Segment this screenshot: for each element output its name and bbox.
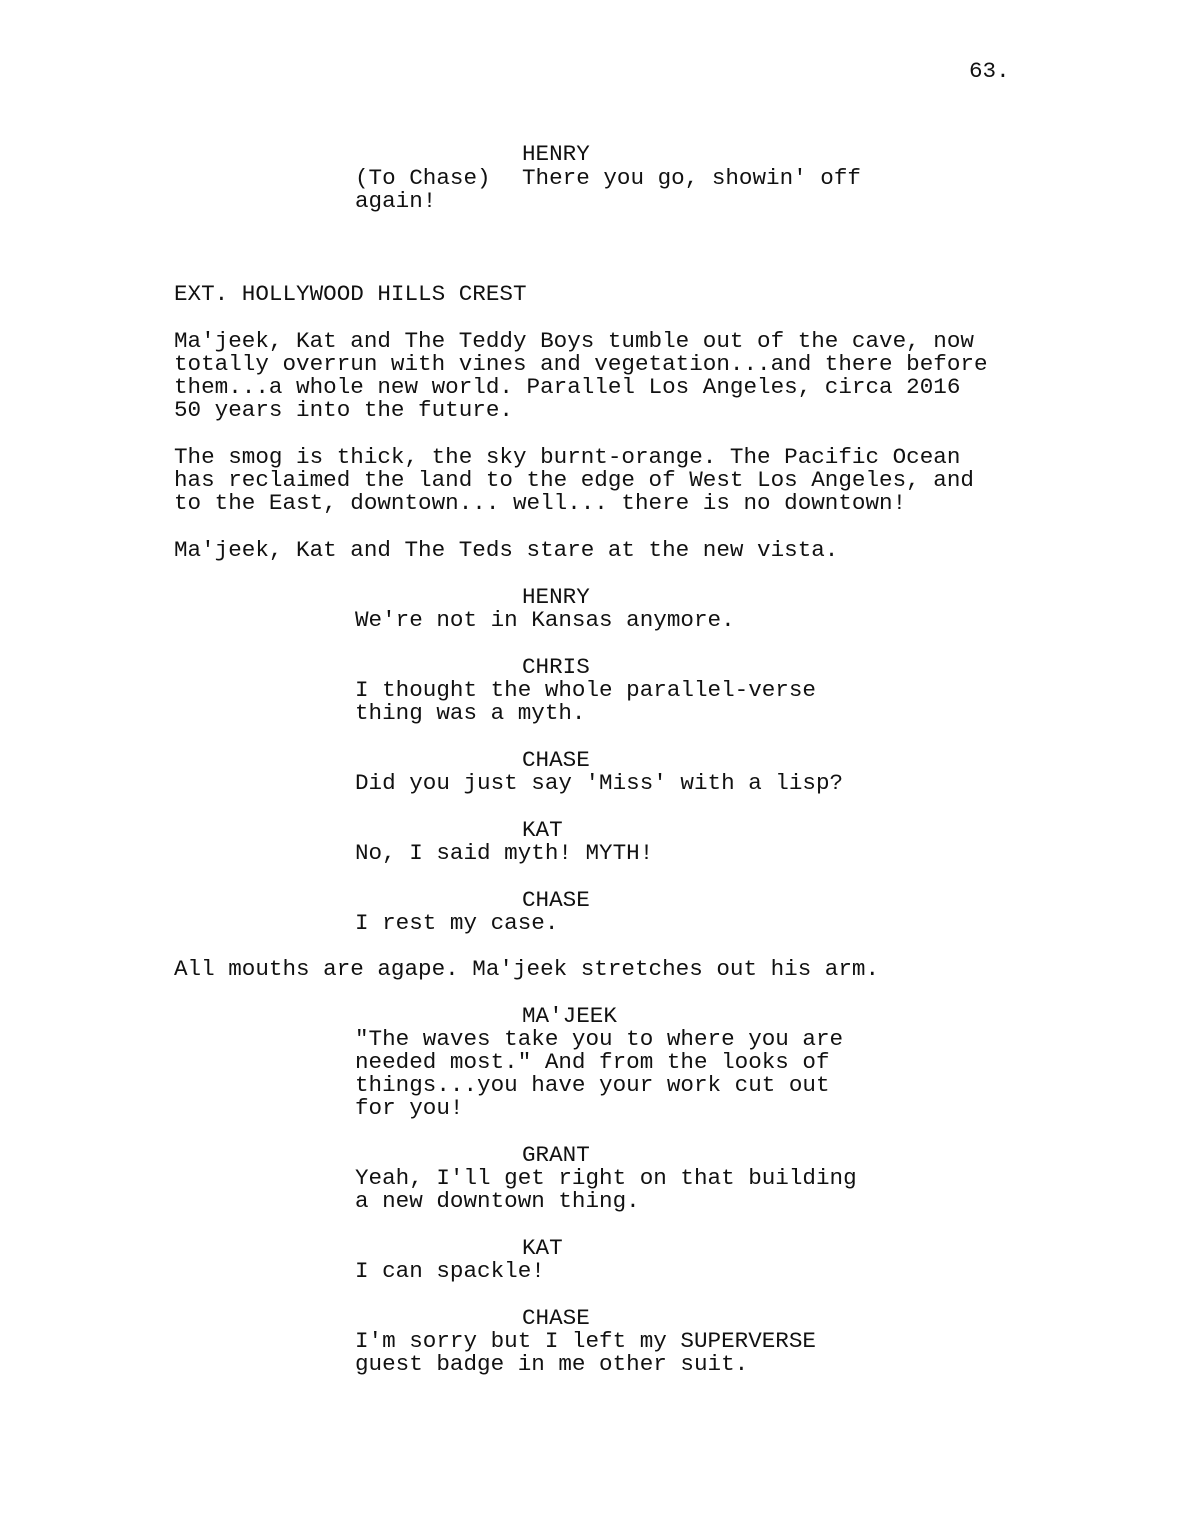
character-name: CHASE: [522, 887, 590, 913]
dialogue-line: There you go, showin' off: [522, 165, 861, 191]
dialogue-line: things...you have your work cut out: [355, 1072, 830, 1098]
dialogue-line: I rest my case.: [355, 910, 559, 936]
dialogue-line: I thought the whole parallel-verse: [355, 677, 816, 703]
dialogue-line: a new downtown thing.: [355, 1188, 640, 1214]
dialogue-line: I can spackle!: [355, 1258, 545, 1284]
dialogue-line: I'm sorry but I left my SUPERVERSE: [355, 1328, 816, 1354]
action-line: has reclaimed the land to the edge of West Los Angeles, and: [174, 467, 974, 493]
dialogue-line: for you!: [355, 1095, 464, 1121]
character-name: HENRY: [522, 584, 590, 610]
dialogue-line: Did you just say 'Miss' with a lisp?: [355, 770, 844, 796]
dialogue-line: guest badge in me other suit.: [355, 1351, 749, 1377]
action-line: totally overrun with vines and vegetation...and there before: [174, 351, 988, 377]
character-name: CHRIS: [522, 654, 590, 680]
character-name: KAT: [522, 817, 563, 843]
dialogue-line: needed most." And from the looks of: [355, 1049, 830, 1075]
dialogue-line: Yeah, I'll get right on that building: [355, 1165, 857, 1191]
action-line: Ma'jeek, Kat and The Teddy Boys tumble out of the cave, now: [174, 328, 974, 354]
dialogue-line: thing was a myth.: [355, 700, 586, 726]
character-name: HENRY: [522, 141, 590, 167]
dialogue-line: No, I said myth! MYTH!: [355, 840, 654, 866]
parenthetical-continued: again!: [355, 188, 437, 214]
character-name: MA'JEEK: [522, 1003, 617, 1029]
scene-heading: EXT. HOLLYWOOD HILLS CREST: [174, 281, 527, 307]
action-line: Ma'jeek, Kat and The Teds stare at the new vista.: [174, 537, 839, 563]
action-line: to the East, downtown... well... there is no downtown!: [174, 490, 907, 516]
action-line: All mouths are agape. Ma'jeek stretches out his arm.: [174, 956, 880, 982]
page-number: 63.: [969, 58, 1010, 84]
action-line: 50 years into the future.: [174, 397, 513, 423]
action-line: The smog is thick, the sky burnt-orange. The Pacific Ocean: [174, 444, 961, 470]
parenthetical: (To Chase): [355, 165, 491, 191]
character-name: GRANT: [522, 1142, 590, 1168]
character-name: CHASE: [522, 747, 590, 773]
dialogue-line: We're not in Kansas anymore.: [355, 607, 735, 633]
character-name: CHASE: [522, 1305, 590, 1331]
dialogue-line: "The waves take you to where you are: [355, 1026, 844, 1052]
character-name: KAT: [522, 1235, 563, 1261]
action-line: them...a whole new world. Parallel Los Angeles, circa 2016: [174, 374, 961, 400]
